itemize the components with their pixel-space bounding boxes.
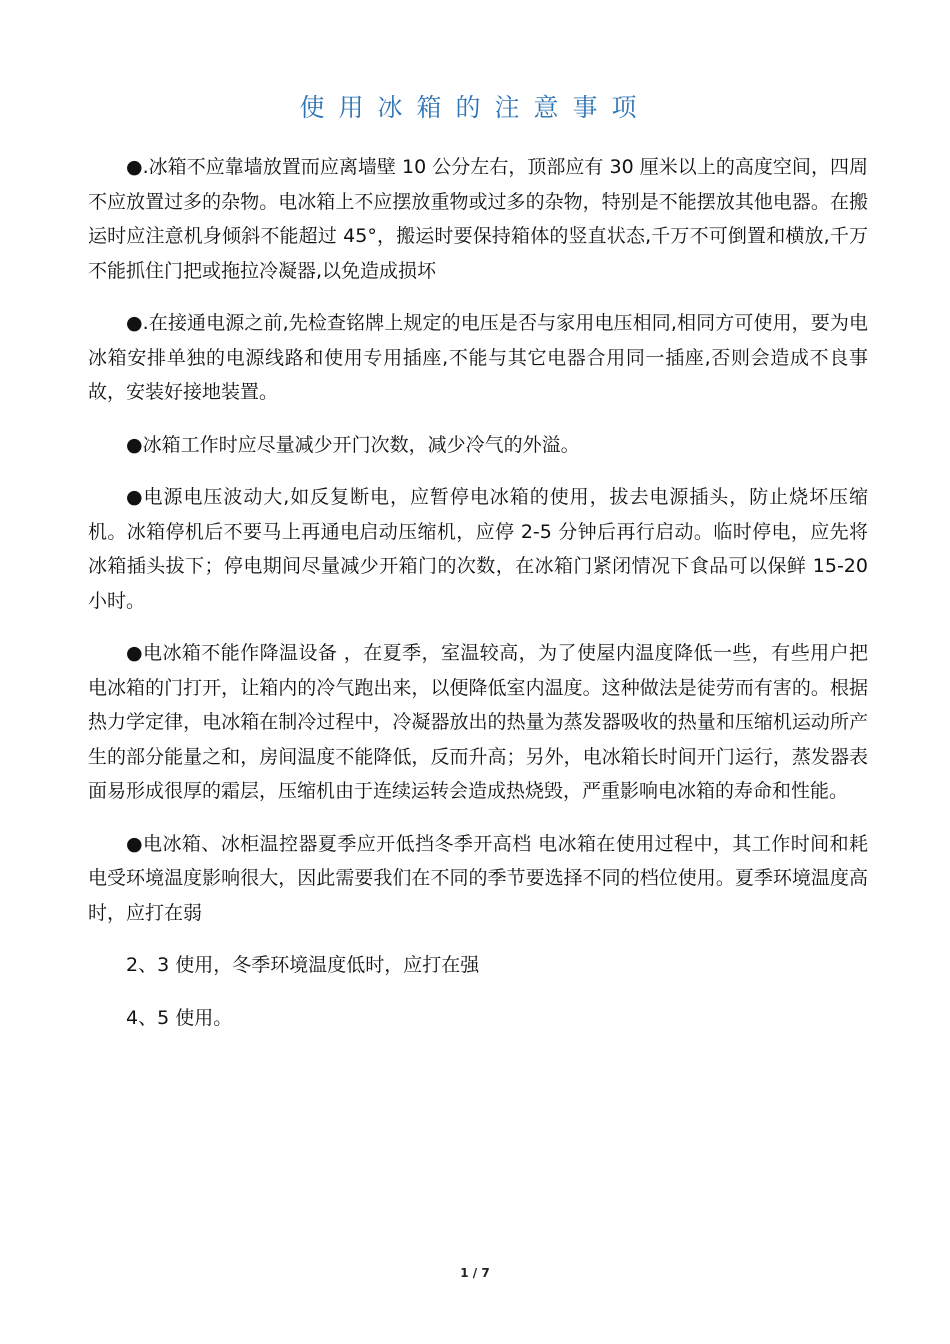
paragraph-thermostat-winter: 4、5 使用。 — [126, 1006, 233, 1029]
paragraph-not-for-cooling-room: ●电冰箱不能作降温设备 ，在夏季，室温较高，为了使屋内温度降低一些，有些用户把电冰箱的门打开，让箱内的冷气跑出来，以便降低室内温度。这种做法是徒劳而有害的。根据热力学定律，电冰箱在制冷过程中，冷凝器放出的热量为蒸发器吸收的热量和压缩机运动所产生的部分能量之和，房间温度不能降低，反而升高；另外，电冰箱长时间开门运行，蒸发器表面易形成很厚的霜层，压缩机由于连续运转会造成热烧毁，严重影响电冰箱的寿命和性能。 — [88, 642, 868, 802]
paragraph-door-opening: ●冰箱工作时应尽量减少开门次数，减少冷气的外溢。 — [126, 433, 580, 456]
paragraph-power-supply: ●.在接通电源之前,先检查铭牌上规定的电压是否与家用电压相同,相同方可使用，要为电冰箱安排单独的电源线路和使用专用插座,不能与其它电器合用同一插座,否则会造成不良事故，安装好接地装置。 — [88, 312, 868, 403]
page-number: 1 / 7 — [460, 1266, 490, 1280]
paragraph-voltage-fluctuation: ●电源电压波动大,如反复断电，应暂停电冰箱的使用，拔去电源插头，防止烧坏压缩机。冰箱停机后不要马上再通电启动压缩机，应停 2-5 分钟后再行启动。临时停电，应先将冰箱插头拔下；停电期间尽量减少开箱门的次数，在冰箱门紧闭情况下食品可以保鲜 15-20 小时。 — [88, 486, 868, 612]
paragraph-thermostat-settings: ●电冰箱、冰柜温控器夏季应开低挡冬季开高档 电冰箱在使用过程中，其工作时间和耗电受环境温度影响很大，因此需要我们在不同的季节要选择不同的档位使用。夏季环境温度高时，应打在弱 — [88, 832, 868, 924]
paragraph-placement: ●.冰箱不应靠墙放置而应离墙壁 10 公分左右，顶部应有 30 厘米以上的高度空间，四周不应放置过多的杂物。电冰箱上不应摆放重物或过多的杂物，特别是不能摆放其他电器。在搬运时应注意机身倾斜不能超过 45°，搬运时要保持箱体的竖直状态,千万不可倒置和横放,千万不能抓住门把或拖拉冷凝器,以免造成损坏 — [88, 156, 868, 282]
paragraph-thermostat-summer: 2、3 使用，冬季环境温度低时，应打在强 — [126, 954, 480, 976]
document-title: 使用冰箱的注意事项 — [299, 93, 651, 122]
document-body — [88, 150, 868, 1053]
